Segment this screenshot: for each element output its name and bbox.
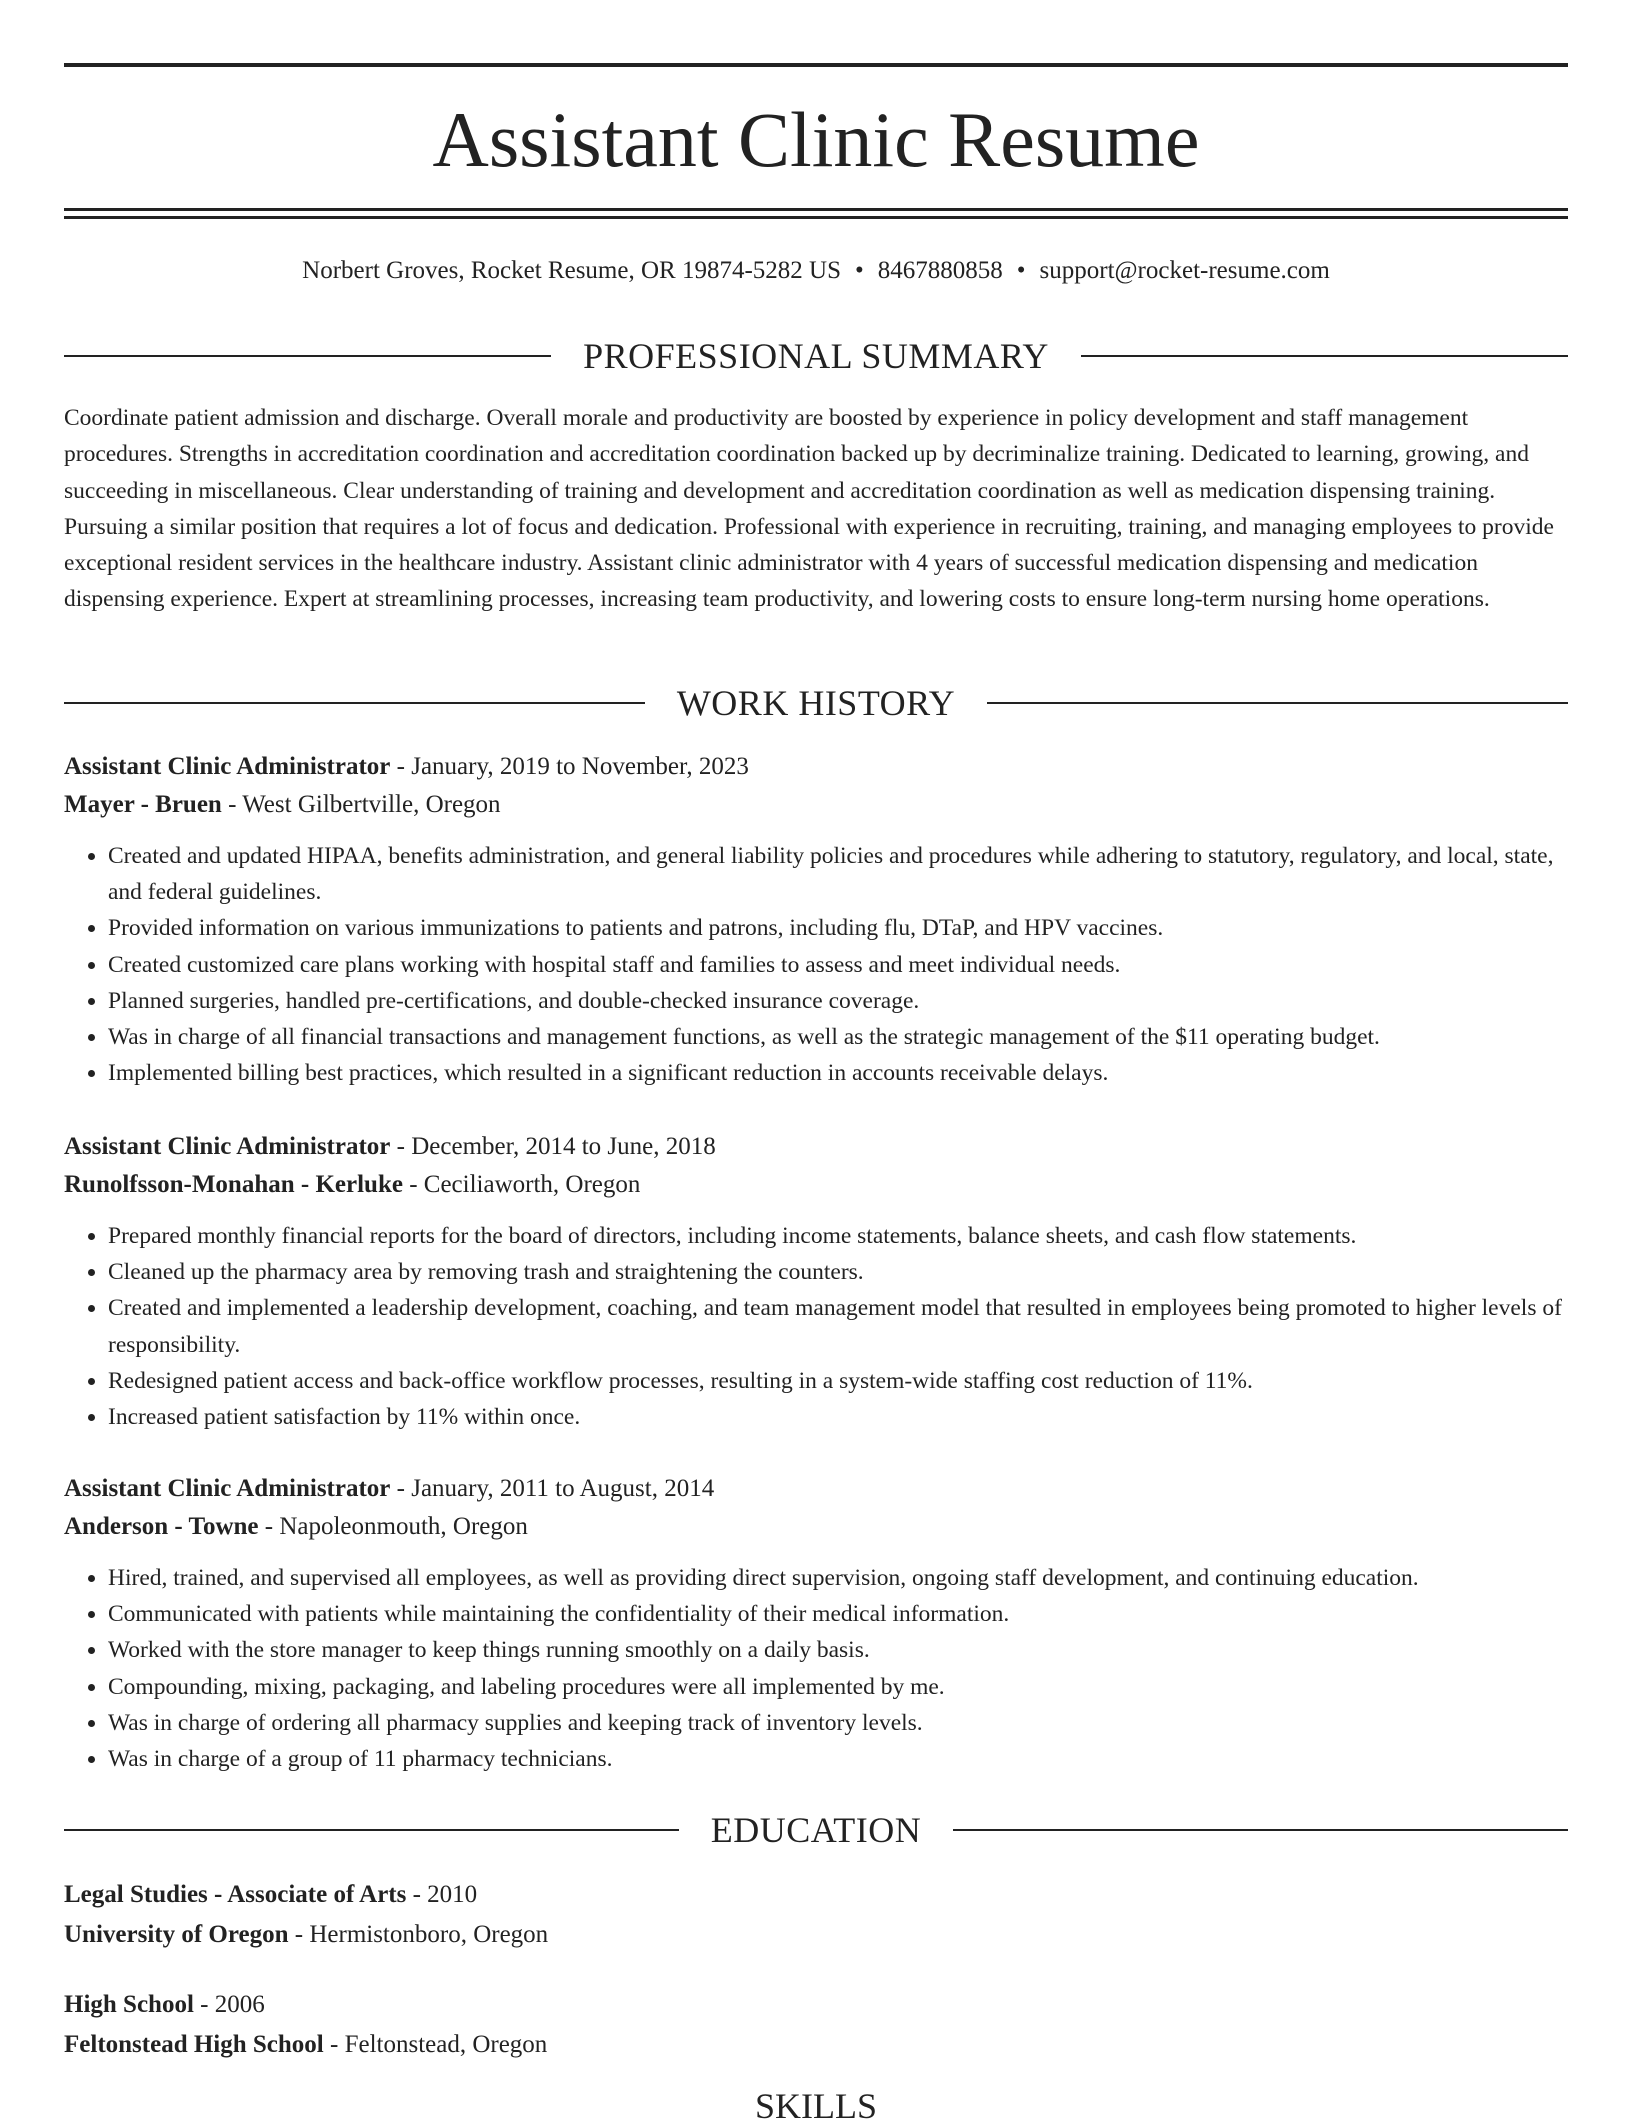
- section-title-education: EDUCATION: [710, 1810, 922, 1850]
- contact-line: [64, 255, 1568, 287]
- list-item: • Cleaned up the pharmacy area by removing trash and straightening the counters.: [108, 1254, 1568, 1290]
- job-dates: - January, 2019 to November, 2023: [390, 753, 749, 780]
- section-rule-left: [64, 1829, 679, 1831]
- job-bullets: [64, 838, 1568, 1091]
- list-item: • Planned surgeries, handled pre-certifications, and double-checked insurance coverage.: [108, 983, 1568, 1019]
- summary-text: Coordinate patient admission and discharge. Overall morale and productivity are boosted by experience in policy development and staff management procedures. Strengths in accreditation coordination and accreditation coordination backed up by decriminalize training. Dedicated to learning, growing, and succeeding in miscellaneous. Clear understanding of training and development and accreditation coordination as well as medication dispensing training. Pursuing a similar position that requires a lot of focus and dedication. Professional with experience in recruiting, training, and managing employees to provide exceptional resident services in the healthcare industry. Assistant clinic administrator with 4 years of successful medication dispensing and medication dispensing experience. Expert at streamlining processes, increasing team productivity, and lowering costs to ensure long-term nursing home operations.: [64, 405, 1554, 613]
- list-item: • Compounding, mixing, packaging, and labeling procedures were all implemented by me.: [108, 1669, 1568, 1705]
- list-item: • Was in charge of ordering all pharmacy supplies and keeping track of inventory levels.: [108, 1705, 1568, 1741]
- education-year: - 2006: [193, 1991, 265, 2018]
- job-company: Anderson - Towne: [64, 1513, 259, 1540]
- list-item: • Was in charge of a group of 11 pharmacy technicians.: [108, 1741, 1568, 1777]
- job-location: - Ceciliaworth, Oregon: [402, 1171, 641, 1198]
- header-bottom-rule-double: [64, 216, 1568, 219]
- list-item: • Communicated with patients while maintaining the confidentiality of their medical information.: [108, 1596, 1568, 1632]
- job-entry: [64, 1128, 1568, 1435]
- section-header-education: [64, 1810, 1568, 1850]
- education-degree: Legal Studies - Associate of Arts: [64, 1881, 407, 1908]
- section-header-work: [64, 683, 1568, 723]
- list-item: • Hired, trained, and supervised all employees, as well as providing direct supervision, ongoing staff development, and continuing education.: [108, 1560, 1568, 1596]
- job-location: - Napoleonmouth, Oregon: [258, 1513, 528, 1540]
- education-year: - 2010: [406, 1881, 478, 1908]
- list-item: • Provided information on various immunizations to patients and patrons, including flu, DTaP, and HPV vaccines.: [108, 910, 1568, 946]
- section-rule-right: [953, 1829, 1568, 1831]
- education-entry: [64, 1875, 1568, 1955]
- job-company: Mayer - Bruen: [64, 791, 222, 818]
- list-item: • Created and implemented a leadership development, coaching, and team management model that resulted in employees being promoted to higher levels of responsibility.: [108, 1290, 1568, 1362]
- contact-separator: •: [855, 257, 864, 284]
- job-bullets: [64, 1560, 1568, 1777]
- page-title: Assistant Clinic Resume: [432, 96, 1200, 183]
- job-dates: - December, 2014 to June, 2018: [390, 1133, 716, 1160]
- section-title-summary: PROFESSIONAL SUMMARY: [583, 336, 1049, 376]
- job-title: Assistant Clinic Administrator: [64, 1133, 391, 1160]
- section-rule-left: [64, 702, 645, 704]
- list-item: • Created and updated HIPAA, benefits administration, and general liability policies and procedures while adhering to statutory, regulatory, and local, state, and federal guidelines.: [108, 838, 1568, 910]
- list-item: • Worked with the store manager to keep things running smoothly on a daily basis.: [108, 1632, 1568, 1668]
- job-dates: - January, 2011 to August, 2014: [390, 1475, 715, 1502]
- header-bottom-rule: [64, 208, 1568, 211]
- job-entry: [64, 1470, 1568, 1777]
- list-item: • Redesigned patient access and back-office workflow processes, resulting in a system-wide staffing cost reduction of 11%.: [108, 1363, 1568, 1399]
- contact-phone: 8467880858: [877, 257, 1003, 284]
- header-top-rule: [64, 63, 1568, 67]
- contact-separator: •: [1016, 257, 1026, 284]
- section-rule-right: [987, 702, 1568, 704]
- contact-address: Norbert Groves, Rocket Resume, OR 19874-5282 US: [302, 257, 841, 284]
- list-item: • Implemented billing best practices, which resulted in a significant reduction in accounts receivable delays.: [108, 1055, 1568, 1091]
- list-item: • Increased patient satisfaction by 11% within once.: [108, 1399, 1568, 1435]
- job-title: Assistant Clinic Administrator: [64, 753, 391, 780]
- list-item: • Prepared monthly financial reports for the board of directors, including income statements, balance sheets, and cash flow statements.: [108, 1218, 1568, 1254]
- section-title-work: WORK HISTORY: [676, 683, 956, 723]
- education-location: - Hermistonboro, Oregon: [288, 1921, 549, 1948]
- job-title: Assistant Clinic Administrator: [64, 1475, 391, 1502]
- education-location: - Feltonstead, Oregon: [323, 2031, 548, 2058]
- list-item: • Created customized care plans working with hospital staff and families to assess and meet individual needs.: [108, 947, 1568, 983]
- section-rule-right: [1081, 355, 1568, 357]
- job-entry: [64, 748, 1568, 1091]
- list-item: • Was in charge of all financial transactions and management functions, as well as the strategic management of the $11 operating budget.: [108, 1019, 1568, 1055]
- education-entry: [64, 1985, 1568, 2065]
- job-location: - West Gilbertville, Oregon: [221, 791, 501, 818]
- job-company: Runolfsson-Monahan - Kerluke: [64, 1171, 403, 1198]
- section-title-skills: SKILLS: [754, 2086, 877, 2126]
- contact-email: support@rocket-resume.com: [1039, 257, 1330, 284]
- education-school: University of Oregon: [64, 1921, 289, 1948]
- education-degree: High School: [64, 1991, 194, 2018]
- section-header-summary: [64, 336, 1568, 376]
- education-school: Feltonstead High School: [64, 2031, 324, 2058]
- section-rule-left: [64, 355, 551, 357]
- job-bullets: [64, 1218, 1568, 1435]
